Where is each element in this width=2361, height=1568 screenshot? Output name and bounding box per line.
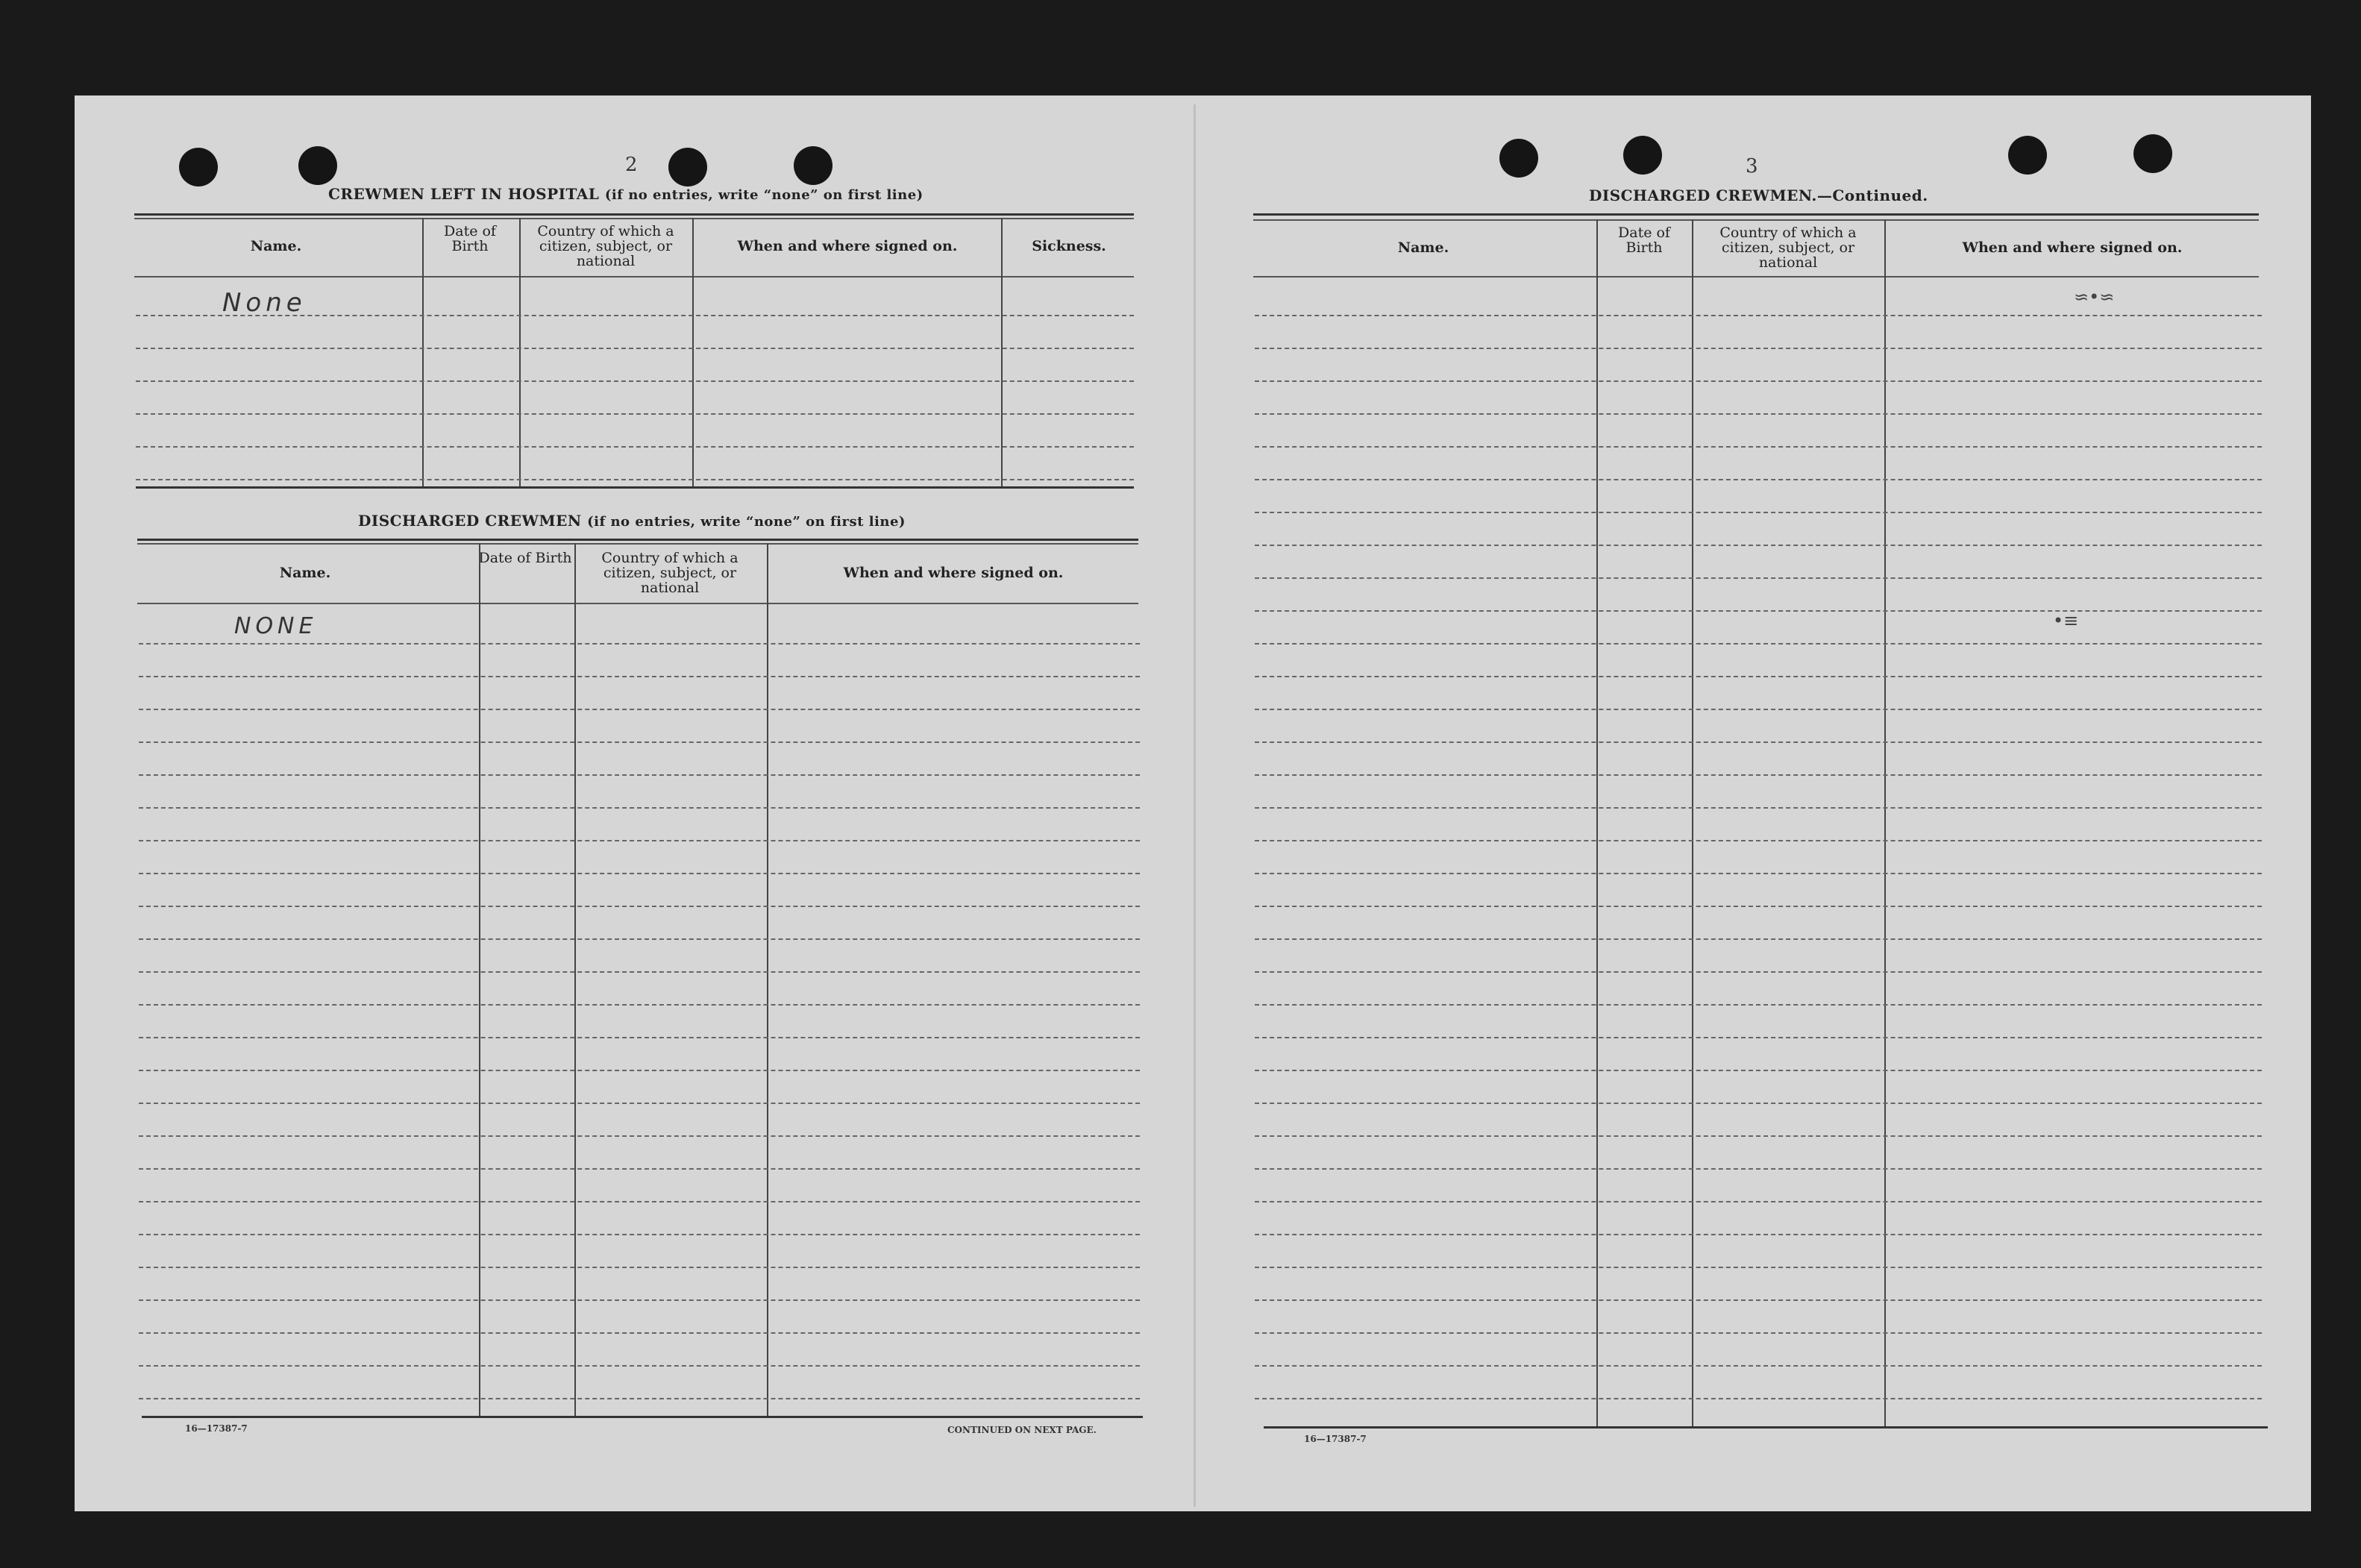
hospital-title-text: CREWMEN LEFT IN HOSPITAL [328, 185, 600, 203]
right-col-signed-on: When and where signed on. [1962, 239, 2183, 256]
table-row [139, 971, 1140, 973]
table-row [1255, 610, 2262, 612]
table-row [139, 840, 1140, 841]
table-row [139, 1365, 1140, 1367]
discharged-handwritten-entry: NONE [234, 613, 318, 639]
hospital-section-title [328, 185, 924, 203]
discharged-section-title [358, 512, 906, 530]
right-col-name: Name. [1397, 239, 1449, 256]
table-row [1255, 741, 2262, 743]
table-row [1255, 1070, 2262, 1071]
form-number-right: 16—17387-7 [1304, 1434, 1367, 1444]
table-row [139, 676, 1140, 677]
table-row [136, 413, 1134, 415]
page-number-right: 3 [1746, 155, 1758, 178]
hospital-table-bottom-rule [136, 486, 1134, 489]
continued-note: CONTINUED ON NEXT PAGE. [947, 1425, 1097, 1435]
table-row [139, 1299, 1140, 1301]
table-row [1255, 1234, 2262, 1235]
hospital-table-top-rule-2 [134, 218, 1134, 219]
hospital-col-dob: Date of Birth [444, 223, 496, 254]
page-number-left: 2 [625, 154, 638, 176]
table-row [139, 1201, 1140, 1202]
punch-hole [2133, 134, 2172, 173]
punch-hole [794, 146, 833, 185]
table-row [139, 906, 1140, 907]
discharged-col-name: Name. [279, 565, 331, 581]
table-row [139, 1332, 1140, 1334]
right-col-dob: Date of Birth [1618, 225, 1670, 256]
table-row [1255, 479, 2262, 480]
table-row [136, 479, 1134, 480]
table-row [139, 1070, 1140, 1071]
hospital-col-signed-on: When and where signed on. [737, 238, 958, 254]
right-section-title: DISCHARGED CREWMEN.—Continued. [1589, 186, 1928, 204]
table-row [1255, 380, 2262, 382]
form-number-left: 16—17387-7 [185, 1423, 248, 1434]
table-row [136, 348, 1134, 349]
table-row [1255, 1332, 2262, 1334]
table-row [1255, 577, 2262, 579]
table-row [139, 643, 1140, 645]
table-row [1255, 315, 2262, 316]
table-row [139, 938, 1140, 940]
hospital-col-name: Name. [250, 238, 302, 254]
table-row [1255, 676, 2262, 677]
table-row [1255, 643, 2262, 645]
punch-hole [668, 148, 707, 186]
table-row [1255, 348, 2262, 349]
punch-hole [1499, 139, 1538, 178]
hospital-col-country: Country of which a citizen, subject, or national [537, 223, 674, 269]
discharged-col-dob: Date of Birth [478, 550, 572, 566]
discharged-table-bottom-rule [142, 1416, 1143, 1418]
table-row [139, 1004, 1140, 1006]
discharged-col-country: Country of which a citizen, subject, or national [601, 550, 739, 596]
table-row [139, 1267, 1140, 1268]
table-row [136, 446, 1134, 448]
table-row [139, 1398, 1140, 1399]
punch-hole [1623, 136, 1662, 175]
table-row [1255, 938, 2262, 940]
right-table-top-rule-2 [1253, 219, 2259, 221]
table-row [1255, 1398, 2262, 1399]
table-row [1255, 1365, 2262, 1367]
right-table-top-rule [1253, 213, 2259, 216]
table-row [139, 1037, 1140, 1038]
table-row [1255, 1103, 2262, 1104]
table-row [139, 774, 1140, 776]
table-row [1255, 873, 2262, 874]
table-row [139, 873, 1140, 874]
table-row [1255, 840, 2262, 841]
table-row [1255, 1135, 2262, 1137]
right-col-country: Country of which a citizen, subject, or national [1719, 225, 1857, 271]
table-row [1255, 807, 2262, 809]
table-row [1255, 1004, 2262, 1006]
discharged-col-signed-on: When and where signed on. [843, 565, 1064, 581]
hospital-table-top-rule [134, 213, 1134, 216]
table-row [139, 1234, 1140, 1235]
hospital-handwritten-entry: None [222, 288, 307, 318]
punch-hole [2008, 136, 2047, 175]
table-row [1255, 1168, 2262, 1170]
table-row [139, 807, 1140, 809]
discharged-instruction: (if no entries, write “none” on first line) [587, 514, 906, 530]
table-row [1255, 774, 2262, 776]
page-fold [1194, 104, 1196, 1507]
discharged-table-top-rule-2 [137, 543, 1138, 545]
bleed-through-mark: ≡• [2053, 610, 2079, 631]
table-row [139, 709, 1140, 710]
table-row [139, 1103, 1140, 1104]
table-row [1255, 971, 2262, 973]
table-row [1255, 446, 2262, 448]
discharged-table-top-rule [137, 539, 1138, 541]
table-row [1255, 545, 2262, 546]
discharged-rows [139, 603, 1140, 1416]
table-row [139, 741, 1140, 743]
table-row [139, 1168, 1140, 1170]
table-row [1255, 1037, 2262, 1038]
right-rows [1255, 276, 2262, 1426]
table-row [1255, 512, 2262, 513]
bleed-through-mark: ≈•≈ [2074, 286, 2115, 307]
hospital-instruction: (if no entries, write “none” on first line) [604, 187, 924, 203]
table-row [136, 380, 1134, 382]
table-row [1255, 906, 2262, 907]
right-table-bottom-rule [1264, 1426, 2268, 1429]
table-row [1255, 709, 2262, 710]
punch-hole [298, 146, 337, 185]
table-row [1255, 1201, 2262, 1202]
punch-hole [179, 148, 218, 186]
hospital-col-sickness: Sickness. [1032, 238, 1106, 254]
discharged-title-text: DISCHARGED CREWMEN [358, 512, 582, 530]
table-row [1255, 1299, 2262, 1301]
table-row [1255, 413, 2262, 415]
table-row [1255, 1267, 2262, 1268]
table-row [139, 1135, 1140, 1137]
